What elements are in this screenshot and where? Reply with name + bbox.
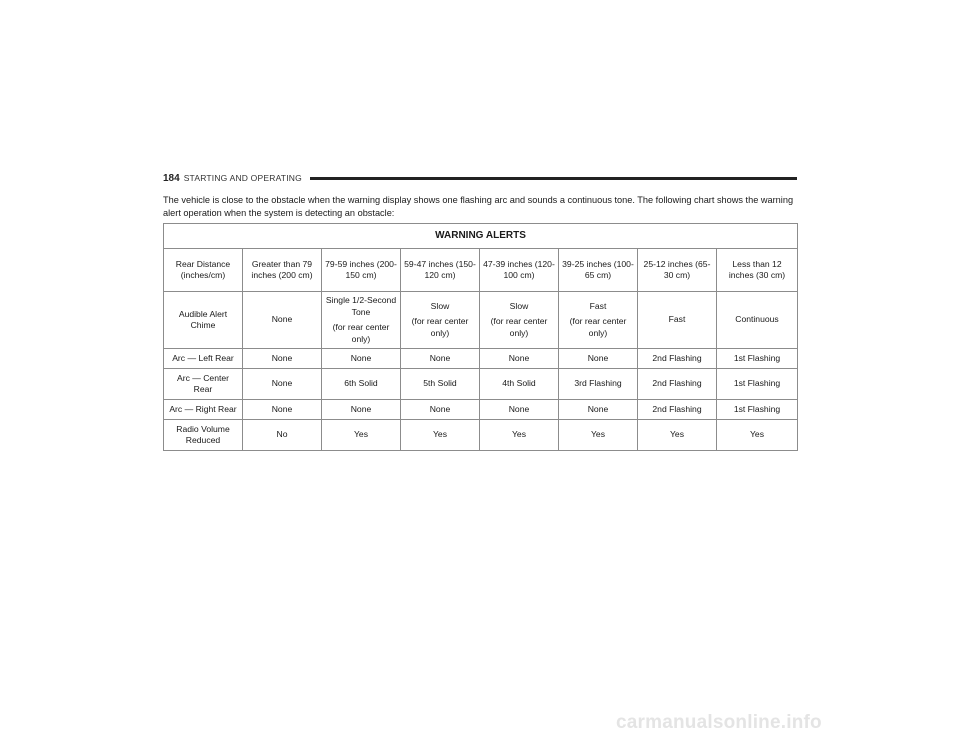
table-cell: None — [559, 349, 638, 369]
table-cell: Yes — [717, 420, 798, 451]
table-cell: 1st Flashing — [717, 349, 798, 369]
table-cell: 47-39 inches (120-100 cm) — [480, 249, 559, 292]
table-cell: None — [243, 292, 322, 349]
table-cell: 5th Solid — [401, 369, 480, 400]
warning-alerts-table — [163, 223, 798, 451]
table-row — [164, 249, 798, 292]
table-cell: Yes — [401, 420, 480, 451]
table-cell: Fast — [638, 292, 717, 349]
table-row — [164, 292, 798, 349]
table-cell: Yes — [322, 420, 401, 451]
table-cell: 39-25 inches (100-65 cm) — [559, 249, 638, 292]
watermark: carmanualsonline.info — [616, 712, 822, 733]
table-cell: Slow (for rear center only) — [401, 292, 480, 349]
table-cell: 2nd Flashing — [638, 349, 717, 369]
row-label-audible-alert-chime: Audible Alert Chime — [164, 292, 243, 349]
table-cell: None — [243, 400, 322, 420]
table-cell: 2nd Flashing — [638, 400, 717, 420]
table-cell: None — [322, 400, 401, 420]
table-row — [164, 349, 798, 369]
row-label-radio-volume-reduced: Radio Volume Reduced — [164, 420, 243, 451]
table-cell: None — [322, 349, 401, 369]
table-cell: Single 1/2-Second Tone (for rear center only) — [322, 292, 401, 349]
table-row — [164, 369, 798, 400]
table-title: WARNING ALERTS — [164, 224, 798, 249]
table-row — [164, 400, 798, 420]
table-cell: 4th Solid — [480, 369, 559, 400]
intro-paragraph: The vehicle is close to the obstacle when the warning display shows one flashing arc and sounds a continuous tone. The following chart shows the warning alert operation when the system is detecting an obstacle: — [163, 195, 794, 218]
table-cell: None — [401, 400, 480, 420]
table-cell: Fast (for rear center only) — [559, 292, 638, 349]
table-cell: Less than 12 inches (30 cm) — [717, 249, 798, 292]
table-cell: Yes — [638, 420, 717, 451]
table-cell: 3rd Flashing — [559, 369, 638, 400]
table-cell: 1st Flashing — [717, 369, 798, 400]
table-row — [164, 420, 798, 451]
section-title: STARTING AND OPERATING — [183, 173, 302, 183]
table-cell: 1st Flashing — [717, 400, 798, 420]
row-label-arc-center-rear: Arc — Center Rear — [164, 369, 243, 400]
row-label-rear-distance: Rear Distance (inches/cm) — [164, 249, 243, 292]
header-rule — [310, 177, 797, 180]
table-cell: None — [559, 400, 638, 420]
table-cell: None — [243, 349, 322, 369]
table-cell: 6th Solid — [322, 369, 401, 400]
table-cell: 79-59 inches (200-150 cm) — [322, 249, 401, 292]
table-cell: Greater than 79 inches (200 cm) — [243, 249, 322, 292]
table-cell: Yes — [480, 420, 559, 451]
table-cell: 59-47 inches (150-120 cm) — [401, 249, 480, 292]
page-number: 184 — [163, 172, 180, 184]
table-cell: No — [243, 420, 322, 451]
table-cell: Slow (for rear center only) — [480, 292, 559, 349]
table-cell: 2nd Flashing — [638, 369, 717, 400]
table-cell: None — [243, 369, 322, 400]
table-cell: 25-12 inches (65-30 cm) — [638, 249, 717, 292]
table-cell: None — [401, 349, 480, 369]
table-cell: None — [480, 349, 559, 369]
row-label-arc-right-rear: Arc — Right Rear — [164, 400, 243, 420]
table-cell: Yes — [559, 420, 638, 451]
table-cell: Continuous — [717, 292, 798, 349]
row-label-arc-left-rear: Arc — Left Rear — [164, 349, 243, 369]
page-header — [163, 171, 797, 185]
table-cell: None — [480, 400, 559, 420]
